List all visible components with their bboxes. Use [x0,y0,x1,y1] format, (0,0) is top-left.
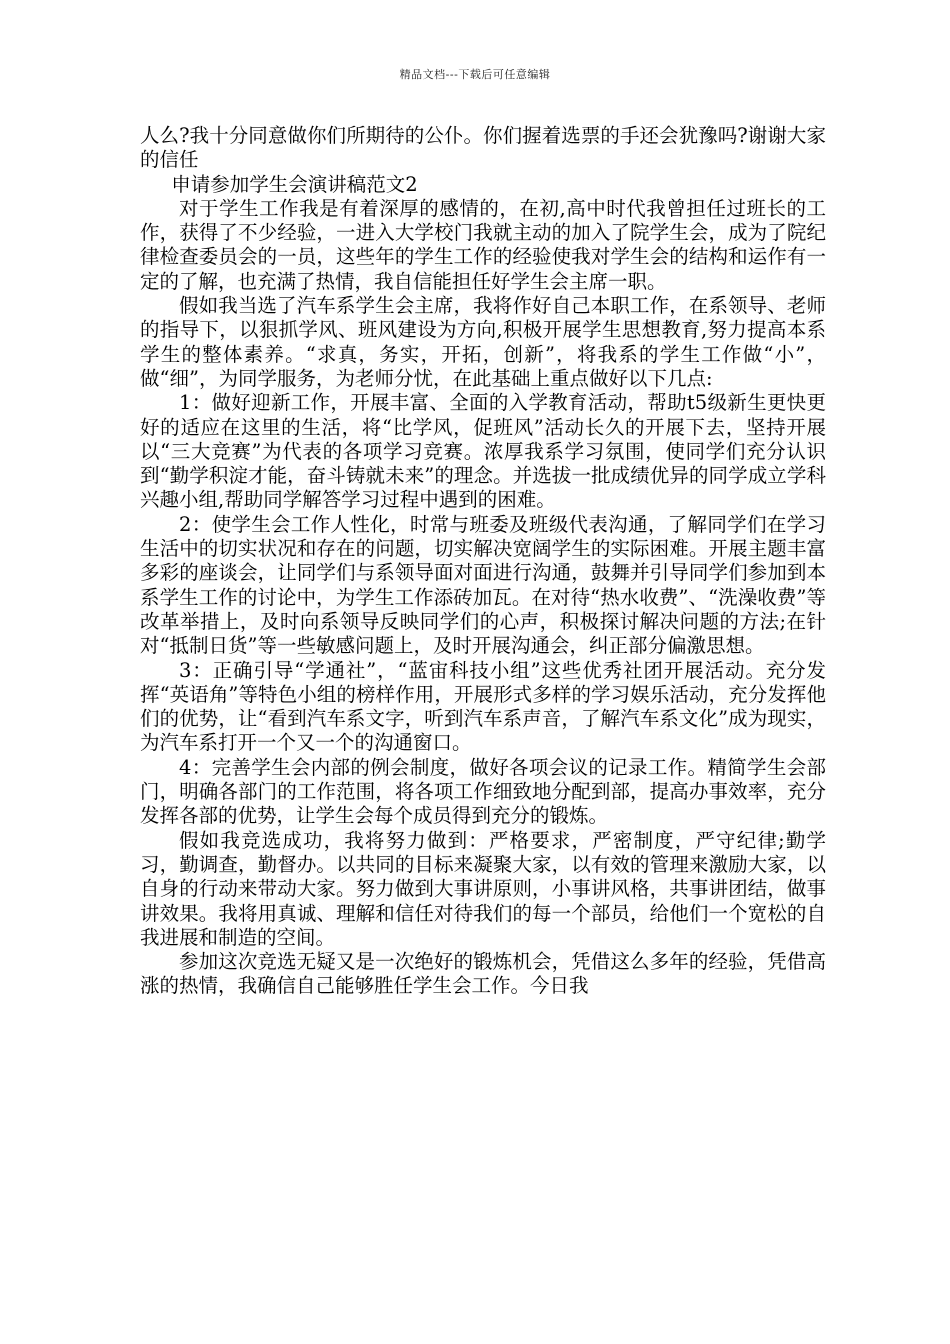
paragraph-point-4: 4：完善学生会内部的例会制度，做好各项会议的记录工作。精简学生会部门，明确各部门的工作范围，将各项工作细致地分配到部，提高办事效率，充分发挥各部的优势，让学生会每个成员得到充分的锻炼。 [140,755,826,828]
paragraph-point-1: 1：做好迎新工作，开展丰富、全面的入学教育活动，帮助t5级新生更快更好的适应在这里的生活，将“比学风，促班风”活动长久的开展下去，坚持开展以“三大竞赛”为代表的各项学习竞赛。浓厚我系学习氛围，使同学们充分认识到“勤学积淀才能，奋斗铸就未来”的理念。并选拔一批成绩优异的同学成立学科兴趣小组,帮助同学解答学习过程中遇到的困难。 [140,391,826,512]
paragraph-point-2: 2：使学生会工作人性化，时常与班委及班级代表沟通，了解同学们在学习生活中的切实状况和存在的问题，切实解决宽阔学生的实际困难。开展主题丰富多彩的座谈会，让同学们与系领导面对面进行沟通，鼓舞并引导同学们参加到本系学生工作的讨论中，为学生工作添砖加瓦。在对待“热水收费”、“洗澡收费”等改革举措上，及时向系领导反映同学们的心声，积极探讨解决问题的方法;在针对“抵制日货”等一些敏感问题上，及时开展沟通会，纠正部分偏激思想。 [140,512,826,658]
paragraph-point-3: 3：正确引导“学通社”，“蓝宙科技小组”这些优秀社团开展活动。充分发挥“英语角”等特色小组的榜样作用，开展形式多样的学习娱乐活动，充分发挥他们的优势，让“看到汽车系文字，听到汽车系声音，了解汽车系文化”成为现实，为汽车系打开一个又一个的沟通窗口。 [140,658,826,755]
paragraph-commitment: 假如我竞选成功，我将努力做到：严格要求，严密制度，严守纪律;勤学习，勤调查，勤督办。以共同的目标来凝聚大家，以有效的管理来激励大家，以自身的行动来带动大家。努力做到大事讲原则，小事讲风格，共事讲团结，做事讲效果。我将用真诚、理解和信任对待我们的每一个部员，给他们一个宽松的自我进展和制造的空间。 [140,828,826,949]
document-body [140,124,826,999]
paragraph-plan: 假如我当选了汽车系学生会主席，我将作好自己本职工作，在系领导、老师的指导下，以狠抓学风、班风建设为方向,积极开展学生思想教育,努力提高本系学生的整体素养。“求真，务实，开拓，创新”，将我系的学生工作做“小”，做“细”，为同学服务，为老师分忧，在此基础上重点做好以下几点: [140,294,826,390]
section-title: 申请参加学生会演讲稿范文2 [171,172,418,196]
page-header: 精品文档---下载后可任意编辑 [399,68,551,81]
paragraph-closing: 参加这次竞选无疑又是一次绝好的锻炼机会，凭借这么多年的经验，凭借高涨的热情，我确信自己能够胜任学生会工作。今日我 [140,950,826,998]
paragraph-intro: 对于学生工作我是有着深厚的感情的，在初,高中时代我曾担任过班长的工作，获得了不少经验，一进入大学校门我就主动的加入了院学生会，成为了院纪律检查委员会的一员，这些年的学生工作的经验使我对学生会的结构和运作有一定的了解，也充满了热情，我自信能担任好学生会主席一职。 [140,196,826,293]
paragraph-continuation: 人么?我十分同意做你们所期待的公仆。你们握着选票的手还会犹豫吗?谢谢大家的信任 [140,124,826,172]
